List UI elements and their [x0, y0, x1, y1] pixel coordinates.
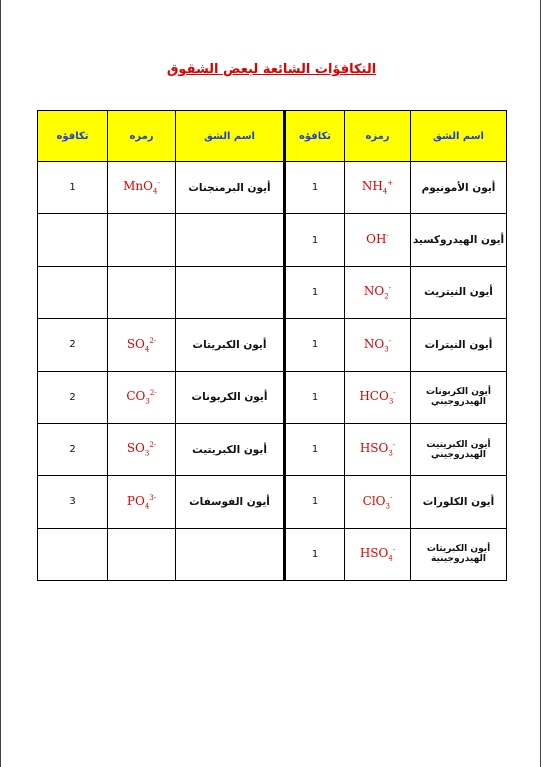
symbol-subscript: 3: [144, 449, 150, 458]
table-row: [38, 528, 507, 580]
ion-name-left: [176, 214, 285, 266]
ion-symbol-left: [108, 214, 176, 266]
ion-name-left: أيون الكربونات: [176, 371, 285, 423]
ion-symbol-left: [108, 162, 176, 214]
ion-name-right: أيون الهيدروكسيد: [411, 214, 507, 266]
symbol-charge: 3-: [149, 493, 157, 502]
ion-symbol-right: [345, 476, 411, 528]
ion-valence-left: 3: [38, 476, 108, 528]
ion-name-left: [176, 528, 285, 580]
ion-valence-left: [38, 266, 108, 318]
ion-valence-left: [38, 528, 108, 580]
ion-symbol-right: [345, 162, 411, 214]
ion-valence-right: 1: [285, 371, 345, 423]
symbol-subscript: 4: [144, 345, 150, 353]
ion-name-left: أيون البرمنجنات: [176, 162, 285, 214]
symbol-subscript: 3: [388, 449, 393, 458]
symbol-base: OH: [366, 231, 387, 246]
table-row: [38, 371, 507, 423]
symbol-base: NO: [363, 336, 385, 351]
ion-valence-left: [38, 214, 108, 266]
ion-symbol-left: [108, 266, 176, 318]
ion-name-left: أيون الفوسفات: [176, 476, 285, 528]
symbol-subscript: 4: [144, 502, 150, 511]
ion-valence-left: 2: [38, 371, 108, 423]
header-symbol-left: رمزه: [108, 111, 176, 162]
ion-valence-right: 1: [285, 319, 345, 371]
symbol-base: CO: [126, 388, 146, 403]
symbol-charge: +: [387, 179, 394, 188]
ion-symbol-left: [108, 476, 176, 528]
symbol-charge: -: [388, 336, 392, 345]
symbol-charge: -: [393, 388, 396, 397]
symbol-subscript: 3: [388, 397, 394, 406]
ion-name-right: أيون الكبريتات الهيدروجينية: [411, 528, 507, 580]
ion-name-right: أيون الكربونات الهيدروجيني: [411, 371, 507, 423]
ion-symbol-right: [345, 528, 411, 580]
symbol-subscript: 3: [384, 345, 389, 353]
ion-symbol-right: [345, 214, 411, 266]
ion-symbol-left: [108, 371, 176, 423]
ion-symbol-right: [345, 266, 411, 318]
symbol-charge: -: [392, 441, 396, 450]
symbol-subscript: 2: [384, 292, 389, 301]
symbol-charge: 2-: [149, 388, 157, 397]
ion-name-right: أيون النيتريت: [411, 266, 507, 318]
header-valence-right: تكافؤه: [285, 111, 345, 162]
table-header-row: [38, 111, 507, 162]
symbol-charge: -: [157, 179, 160, 188]
ion-name-right: أيون النيترات: [411, 319, 507, 371]
ion-name-right: أيون الأمونيوم: [411, 162, 507, 214]
symbol-base: HCO: [359, 388, 389, 403]
header-symbol-right: رمزه: [345, 111, 411, 162]
valence-table: [37, 110, 507, 581]
symbol-base: SO: [126, 441, 145, 456]
symbol-charge: 2-: [149, 336, 157, 345]
header-name-right: اسم الشق: [411, 111, 507, 162]
symbol-charge: -: [386, 231, 389, 240]
ion-name-right: أيون الكلورات: [411, 476, 507, 528]
header-name-left: اسم الشق: [176, 111, 285, 162]
ion-name-left: أيون الكبريتيت: [176, 423, 285, 475]
ion-name-left: [176, 266, 285, 318]
ion-valence-left: 1: [38, 162, 108, 214]
table-row: [38, 476, 507, 528]
ion-valence-right: 1: [285, 266, 345, 318]
table-row: [38, 162, 507, 214]
symbol-subscript: 4: [382, 187, 388, 196]
ion-name-right: أيون الكبريتيت الهيدروجيني: [411, 423, 507, 475]
ion-symbol-right: [345, 371, 411, 423]
symbol-base: SO: [126, 336, 145, 351]
ion-symbol-left: [108, 528, 176, 580]
page-title: التكافؤات الشائعة لبعض الشقوق: [166, 62, 377, 77]
symbol-base: HSO: [359, 441, 389, 456]
symbol-base: MnO: [123, 179, 153, 194]
ion-symbol-left: [108, 423, 176, 475]
symbol-charge: 2-: [149, 441, 157, 450]
ion-valence-right: 1: [285, 214, 345, 266]
symbol-base: NO: [363, 284, 385, 299]
ion-valence-right: 1: [285, 423, 345, 475]
ion-valence-right: 1: [285, 476, 345, 528]
symbol-base: PO: [126, 493, 145, 508]
ion-valence-right: 1: [285, 162, 345, 214]
ion-name-left: أيون الكبريتات: [176, 319, 285, 371]
symbol-charge: -: [388, 284, 392, 293]
symbol-base: NH: [361, 179, 383, 194]
ion-symbol-right: [345, 423, 411, 475]
symbol-subscript: 4: [153, 187, 158, 196]
symbol-charge: -: [389, 493, 393, 502]
symbol-base: HSO: [359, 546, 389, 561]
symbol-subscript: 3: [385, 502, 390, 511]
ion-symbol-left: [108, 319, 176, 371]
header-valence-left: تكافؤه: [38, 111, 108, 162]
ion-valence-right: 1: [285, 528, 345, 580]
symbol-subscript: 3: [145, 397, 150, 406]
table-row: [38, 214, 507, 266]
table-row: [38, 423, 507, 475]
ion-valence-left: 2: [38, 319, 108, 371]
ion-symbol-right: [345, 319, 411, 371]
symbol-subscript: 4: [388, 554, 393, 563]
table-row: [38, 319, 507, 371]
table-row: [38, 266, 507, 318]
ion-valence-left: 2: [38, 423, 108, 475]
symbol-charge: -: [392, 546, 396, 555]
symbol-base: ClO: [362, 493, 386, 508]
